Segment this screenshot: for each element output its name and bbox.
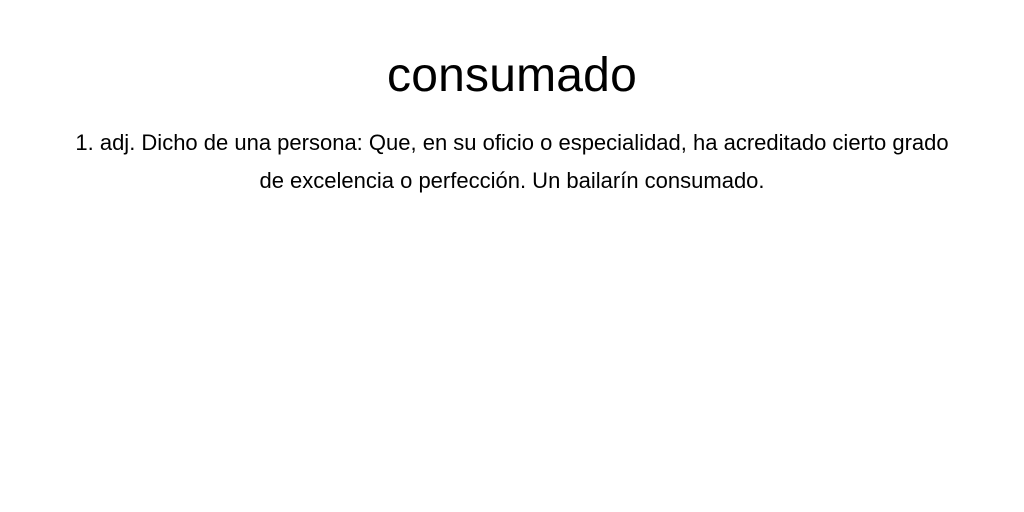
definition-text: 1. adj. Dicho de una persona: Que, en su oficio o especialidad, ha acreditado cierto grado de excelencia o perfección. Un bailarín consumado. (75, 130, 949, 193)
dictionary-entry (0, 0, 1024, 200)
headword: consumado (387, 49, 637, 102)
